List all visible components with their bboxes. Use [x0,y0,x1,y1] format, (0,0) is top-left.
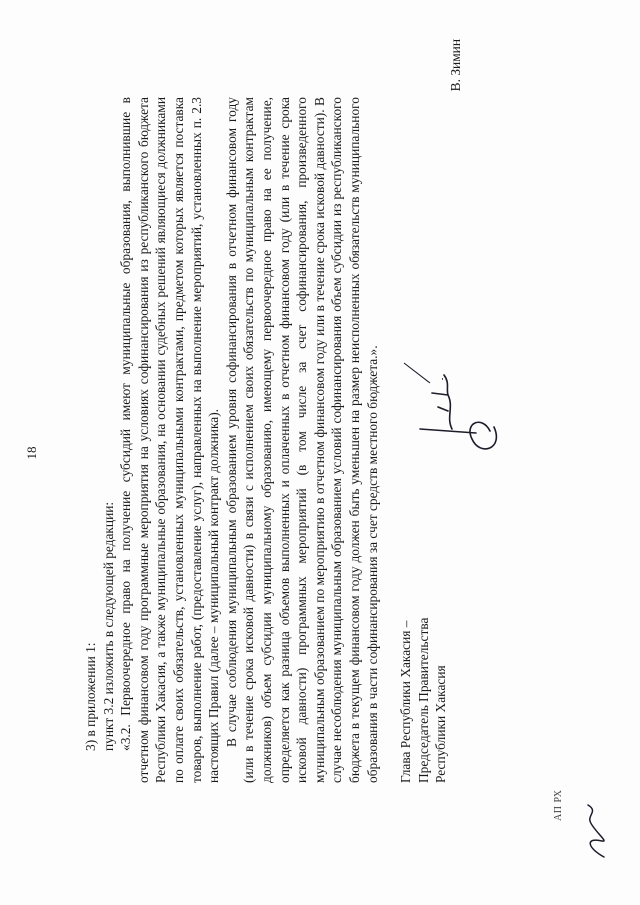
initials-text: АП РХ [553,789,564,821]
item-3-heading: 3) в приложении 1: [83,642,98,751]
signatory-title-block [397,563,450,783]
signatory-title-line: Председатель Правительства [415,617,431,783]
signatory-name: В. Зимин [448,39,463,92]
initial-mark-icon [582,803,612,861]
item-3-point-heading: пункт 3.2 изложить в следующей редакции: [100,501,116,751]
page-number: 18 [24,446,39,460]
rotated-document-content [22,23,618,883]
signatory-title-line: Республики Хакасия [433,665,449,783]
paragraph-3-2: «3.2. Первоочередное право на получение субсидий имеют муниципальные образования, выполнившие в отчетном финансовом году программные мероприятия на условиях софинансирования из республиканского бюджета Республики Хакасия, а также муниципальные образования, на основании судебных решений являющиеся должниками по оплате своих обязательств, установленных муниципальными контрактами, предметом которых является поставка товаров, выполнение работ, (предоставление услуг), направленных на выполнение мероприятий, установленных п. 2.3 настоящих Правил (далее – муниципальный контракт должника). [118,97,222,783]
paragraph-cofinancing: В случае соблюдения муниципальным образованием уровня софинансирования в отчетном финансовом году (или в течение срока исковой давности) в связи с исполнением своих обязательств по муниципальным контрактам должников) объем субсидии муниципальному образованию, имеющему первоочередное право на ее получение, определяется как разница объемов выполненных и оплаченных в отчетном финансовом году (или в течение срока исковой давности) программных мероприятий (в том числе за счет софинансирования, произведенного муниципальным образованием по мероприятию в отчетном финансовом году или в течение срока исковой давности). В случае несоблюдения муниципальным образованием условий софинансирования объем субсидии из республиканского бюджета в текущем финансовом году должен быть уменьшен на размер неисполненных обязательств муниципального образования в части софинансирования за счет средств местного бюджета.». [223,97,380,783]
signature-icon [402,351,522,491]
amendment-text [82,97,381,783]
signatory-title-line: Глава Республики Хакасия – [398,620,413,783]
